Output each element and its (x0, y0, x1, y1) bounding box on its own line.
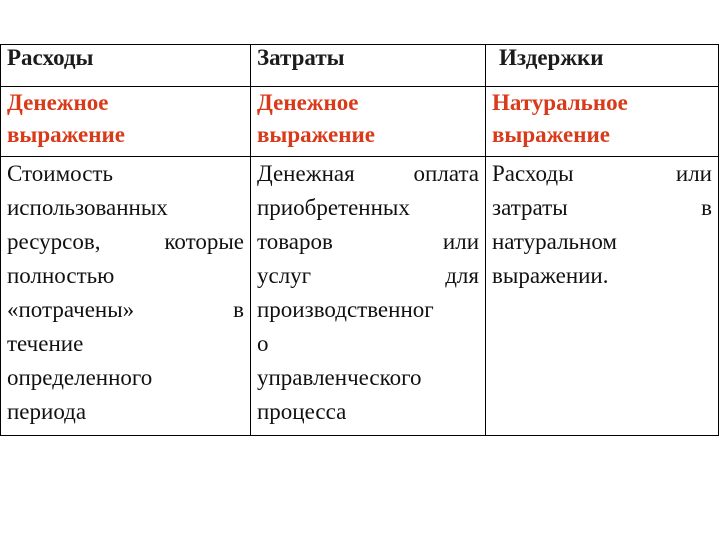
subheader-zatraty (251, 87, 486, 157)
description-line: определенного (7, 365, 153, 390)
description-line: «потрачены» в (7, 297, 244, 322)
description-line: услуг для (257, 263, 479, 288)
description-line: товаров или (257, 229, 479, 254)
description-line: выражении. (492, 263, 609, 288)
subheader-line: выражение (257, 122, 375, 147)
subheader-line: выражение (492, 122, 610, 147)
subheader-line: Натуральное (492, 90, 628, 115)
description-line: натуральном (492, 229, 617, 254)
description-line: процесса (257, 399, 347, 424)
subheader-line: Денежное (257, 90, 359, 115)
description-line: Денежная оплата (257, 161, 479, 186)
subheader-row (1, 87, 719, 157)
comparison-table (0, 44, 719, 436)
header-row (1, 45, 719, 87)
description-row (1, 157, 719, 436)
subheader-line: выражение (7, 122, 125, 147)
header-rashody: Расходы (1, 45, 251, 87)
header-zatraty: Затраты (251, 45, 486, 87)
description-rashody (1, 157, 251, 436)
subheader-line: Денежное (7, 90, 109, 115)
description-izderzhki (486, 157, 719, 436)
subheader-izderzhki (486, 87, 719, 157)
description-line: течение (7, 331, 84, 356)
description-line: полностью (7, 263, 115, 288)
description-line: ресурсов, которые (7, 229, 244, 254)
description-line: Стоимость (7, 161, 113, 186)
header-izderzhki: Издержки (486, 45, 719, 87)
description-line: о (257, 331, 269, 356)
description-line: управленческого (257, 365, 422, 390)
description-zatraty (251, 157, 486, 436)
description-line: затраты в (492, 195, 712, 220)
description-line: периода (7, 399, 87, 424)
description-line: производственног (257, 297, 434, 322)
description-line: приобретенных (257, 195, 410, 220)
description-line: использованных (7, 195, 168, 220)
subheader-rashody (1, 87, 251, 157)
description-line: Расходы или (492, 161, 712, 186)
